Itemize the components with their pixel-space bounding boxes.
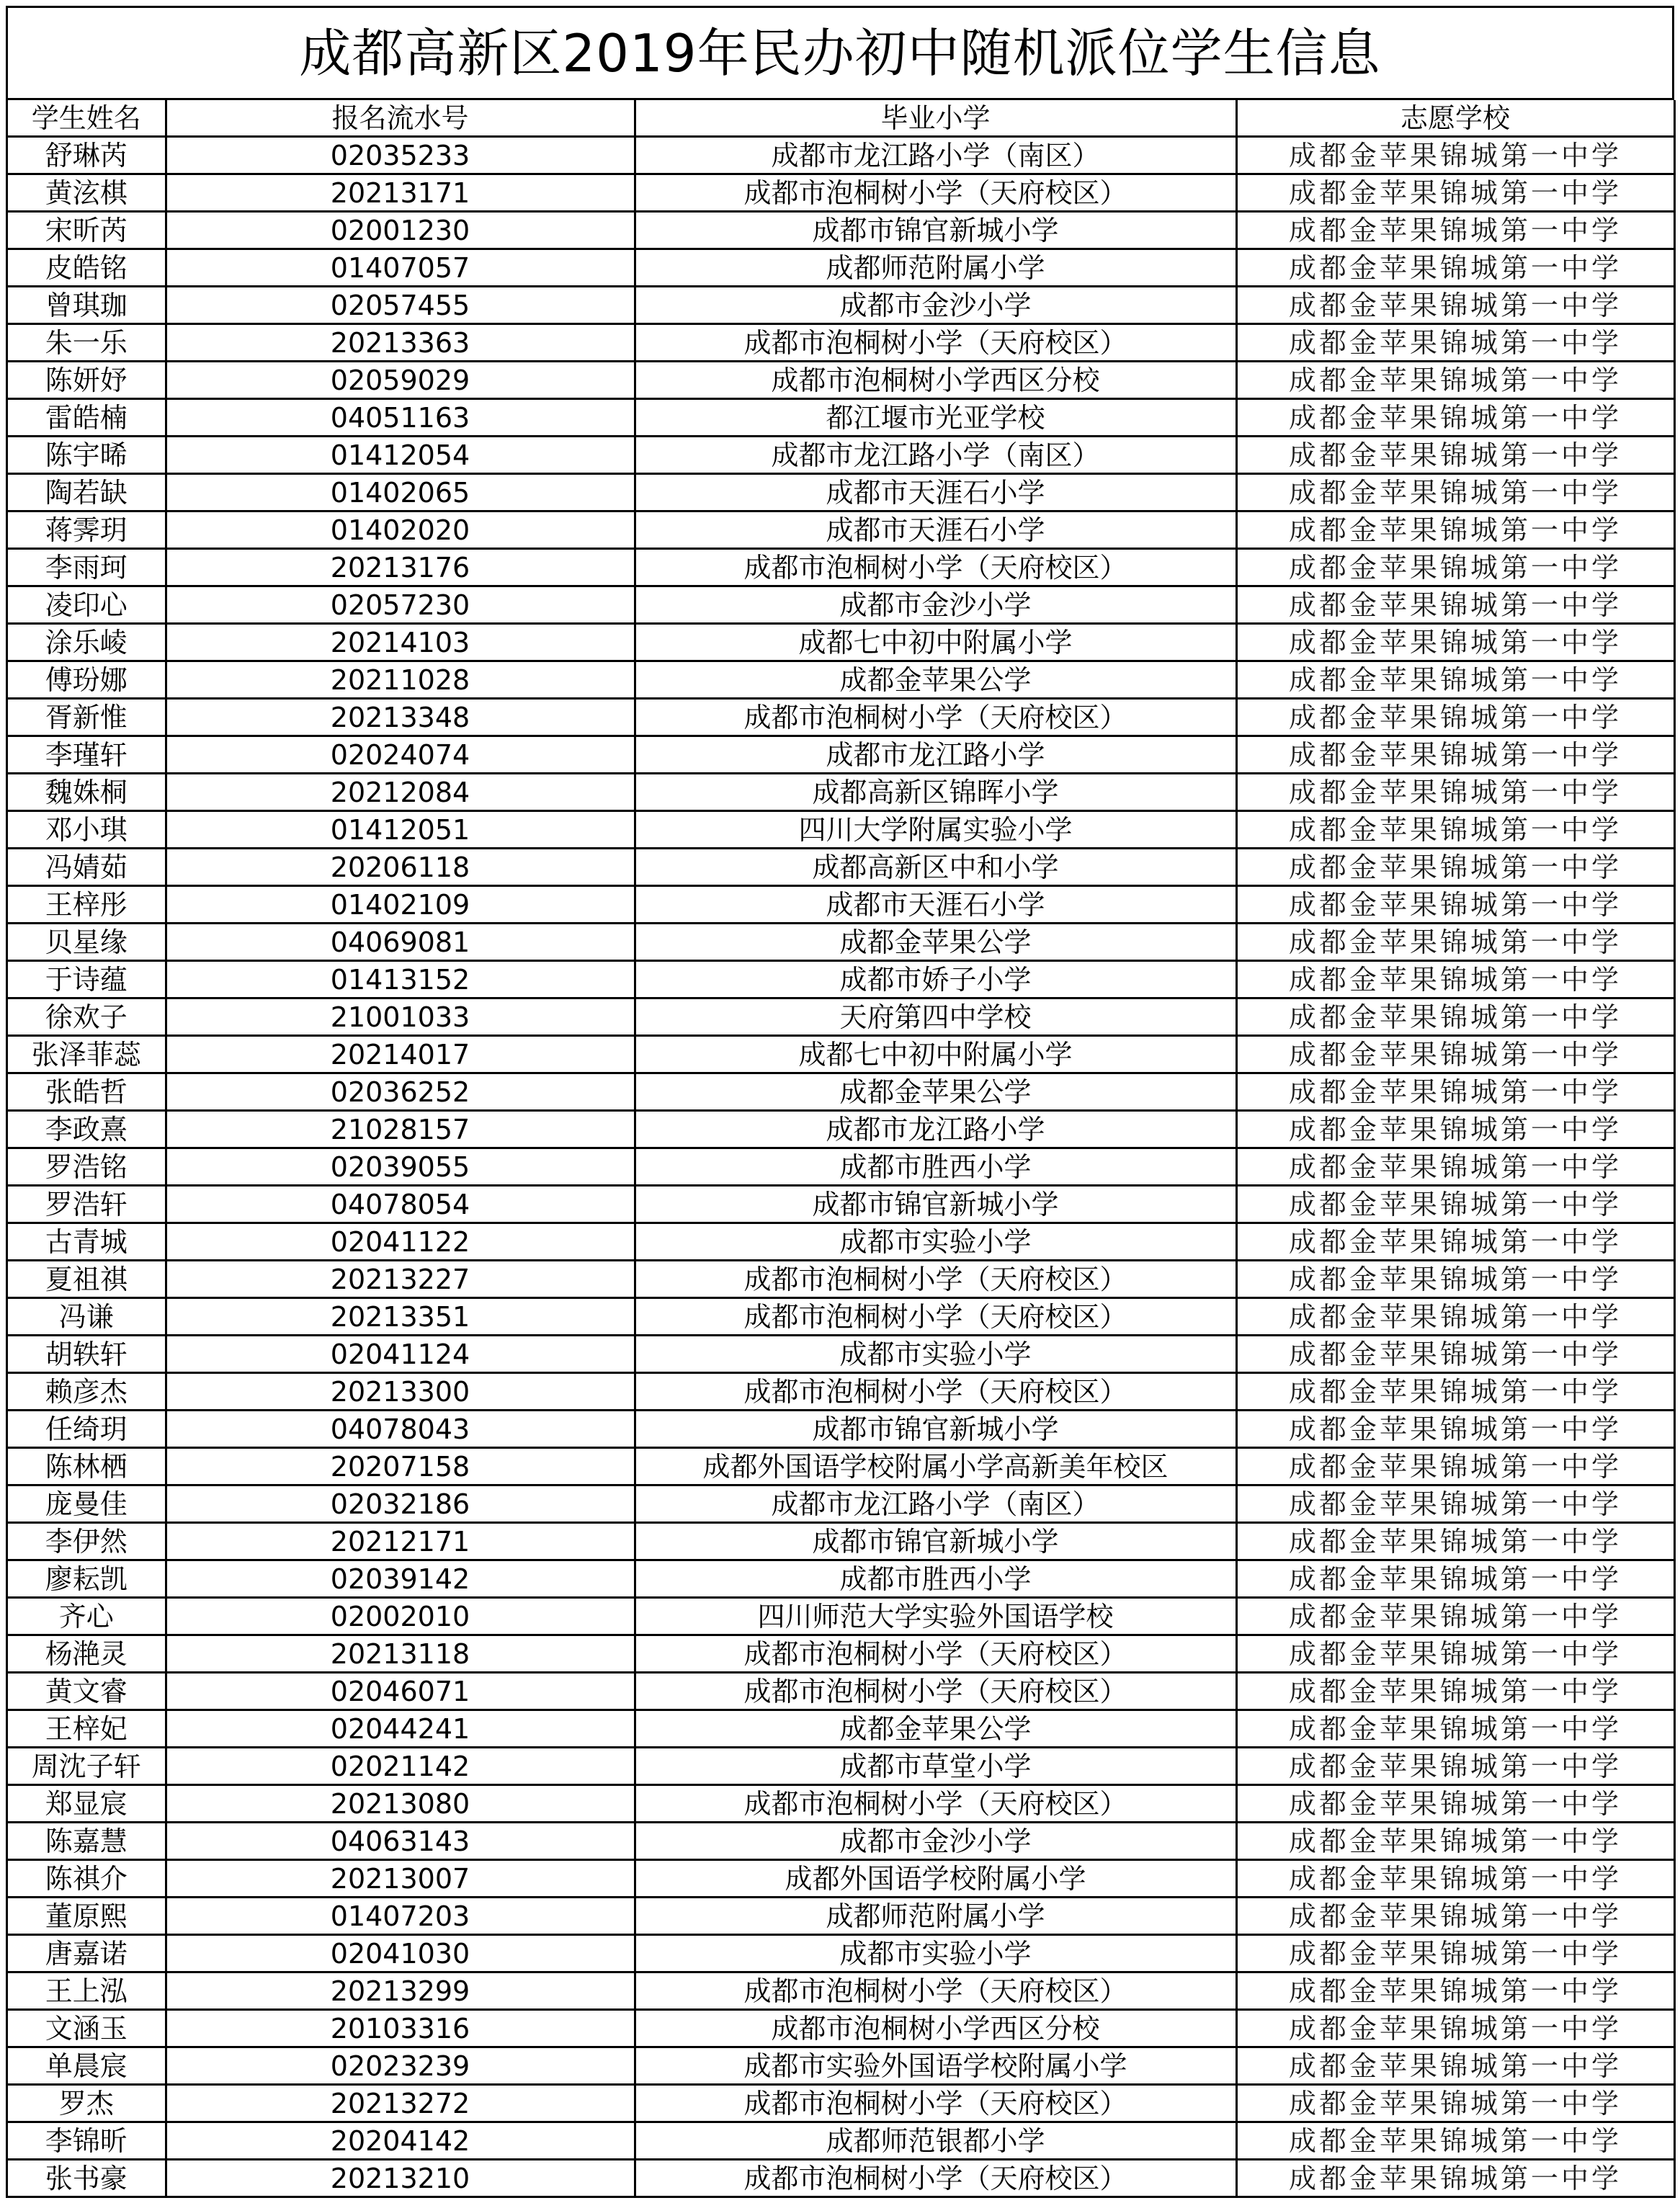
student-name-cell: 李政熹	[8, 1111, 166, 1148]
table-row	[8, 1560, 1674, 1598]
registration-number-cell: 02039142	[166, 1560, 635, 1598]
registration-number-cell: 20213118	[166, 1635, 635, 1673]
target-school-cell: 成都金苹果锦城第一中学	[1236, 1898, 1674, 1935]
target-school-cell: 成都金苹果锦城第一中学	[1236, 1972, 1674, 2010]
registration-number-cell: 20204142	[166, 2122, 635, 2160]
header-row	[8, 100, 1674, 137]
student-name-cell: 廖耘凯	[8, 1560, 166, 1598]
student-name-cell: 邓小琪	[8, 811, 166, 849]
target-school-cell: 成都金苹果锦城第一中学	[1236, 399, 1674, 437]
primary-school-cell: 成都七中初中附属小学	[635, 624, 1236, 661]
primary-school-cell: 成都市龙江路小学（南区）	[635, 137, 1236, 174]
student-name-cell: 单晨宸	[8, 2047, 166, 2085]
target-school-cell: 成都金苹果锦城第一中学	[1236, 2160, 1674, 2197]
target-school-cell: 成都金苹果锦城第一中学	[1236, 2122, 1674, 2160]
primary-school-cell: 成都市锦官新城小学	[635, 1523, 1236, 1560]
student-name-cell: 冯婧茹	[8, 849, 166, 886]
target-school-cell: 成都金苹果锦城第一中学	[1236, 1485, 1674, 1523]
primary-school-cell: 天府第四中学校	[635, 998, 1236, 1036]
registration-number-cell: 02001230	[166, 212, 635, 249]
table-row	[8, 2160, 1674, 2197]
registration-number-cell: 04069081	[166, 924, 635, 961]
registration-number-cell: 20212084	[166, 774, 635, 811]
table-row	[8, 699, 1674, 736]
registration-number-cell: 20213299	[166, 1972, 635, 2010]
student-name-cell: 冯谦	[8, 1298, 166, 1336]
student-name-cell: 徐欢子	[8, 998, 166, 1036]
column-header-school: 毕业小学	[635, 100, 1236, 137]
primary-school-cell: 成都市泡桐树小学（天府校区）	[635, 1298, 1236, 1336]
primary-school-cell: 成都市实验小学	[635, 1223, 1236, 1261]
primary-school-cell: 成都市泡桐树小学（天府校区）	[635, 2160, 1236, 2197]
table-row	[8, 474, 1674, 511]
registration-number-cell: 02023239	[166, 2047, 635, 2085]
table-row	[8, 1785, 1674, 1823]
primary-school-cell: 成都金苹果公学	[635, 1073, 1236, 1111]
primary-school-cell: 成都市草堂小学	[635, 1748, 1236, 1785]
table-row	[8, 2085, 1674, 2122]
table-row	[8, 1223, 1674, 1261]
table-row	[8, 1935, 1674, 1972]
student-name-cell: 凌印心	[8, 586, 166, 624]
target-school-cell: 成都金苹果锦城第一中学	[1236, 212, 1674, 249]
target-school-cell: 成都金苹果锦城第一中学	[1236, 699, 1674, 736]
primary-school-cell: 成都市天涯石小学	[635, 474, 1236, 511]
primary-school-cell: 成都市泡桐树小学西区分校	[635, 2010, 1236, 2047]
table-row	[8, 511, 1674, 549]
primary-school-cell: 四川师范大学实验外国语学校	[635, 1598, 1236, 1635]
primary-school-cell: 成都市胜西小学	[635, 1560, 1236, 1598]
table-row	[8, 2010, 1674, 2047]
primary-school-cell: 成都高新区中和小学	[635, 849, 1236, 886]
primary-school-cell: 成都市龙江路小学（南区）	[635, 437, 1236, 474]
student-name-cell: 周沈子轩	[8, 1748, 166, 1785]
table-row	[8, 1635, 1674, 1673]
registration-number-cell: 20213227	[166, 1261, 635, 1298]
column-header-id: 报名流水号	[166, 100, 635, 137]
target-school-cell: 成都金苹果锦城第一中学	[1236, 1073, 1674, 1111]
target-school-cell: 成都金苹果锦城第一中学	[1236, 1411, 1674, 1448]
student-name-cell: 罗杰	[8, 2085, 166, 2122]
primary-school-cell: 成都市金沙小学	[635, 586, 1236, 624]
primary-school-cell: 成都市泡桐树小学（天府校区）	[635, 1373, 1236, 1411]
primary-school-cell: 成都市实验小学	[635, 1336, 1236, 1373]
registration-number-cell: 02044241	[166, 1710, 635, 1748]
student-name-cell: 黄泫棋	[8, 174, 166, 212]
primary-school-cell: 成都市龙江路小学（南区）	[635, 1485, 1236, 1523]
table-row	[8, 1336, 1674, 1373]
target-school-cell: 成都金苹果锦城第一中学	[1236, 849, 1674, 886]
registration-number-cell: 04078054	[166, 1186, 635, 1223]
student-name-cell: 皮皓铭	[8, 249, 166, 287]
primary-school-cell: 成都市龙江路小学	[635, 736, 1236, 774]
primary-school-cell: 成都市天涯石小学	[635, 511, 1236, 549]
student-name-cell: 王梓妃	[8, 1710, 166, 1748]
target-school-cell: 成都金苹果锦城第一中学	[1236, 1523, 1674, 1560]
primary-school-cell: 成都市金沙小学	[635, 287, 1236, 324]
student-name-cell: 古青城	[8, 1223, 166, 1261]
target-school-cell: 成都金苹果锦城第一中学	[1236, 1935, 1674, 1972]
registration-number-cell: 02041030	[166, 1935, 635, 1972]
registration-number-cell: 20213300	[166, 1373, 635, 1411]
spreadsheet	[6, 6, 1674, 2198]
student-name-cell: 李雨珂	[8, 549, 166, 586]
registration-number-cell: 02041124	[166, 1336, 635, 1373]
registration-number-cell: 02059029	[166, 362, 635, 399]
registration-number-cell: 02002010	[166, 1598, 635, 1635]
registration-number-cell: 01407203	[166, 1898, 635, 1935]
student-name-cell: 舒琳芮	[8, 137, 166, 174]
student-name-cell: 李锦昕	[8, 2122, 166, 2160]
table-row	[8, 586, 1674, 624]
registration-number-cell: 21028157	[166, 1111, 635, 1148]
registration-number-cell: 20212171	[166, 1523, 635, 1560]
table-row	[8, 362, 1674, 399]
target-school-cell: 成都金苹果锦城第一中学	[1236, 1673, 1674, 1710]
student-name-cell: 曾琪珈	[8, 287, 166, 324]
registration-number-cell: 21001033	[166, 998, 635, 1036]
target-school-cell: 成都金苹果锦城第一中学	[1236, 624, 1674, 661]
target-school-cell: 成都金苹果锦城第一中学	[1236, 736, 1674, 774]
student-name-cell: 魏姝桐	[8, 774, 166, 811]
student-name-cell: 蒋霁玥	[8, 511, 166, 549]
student-name-cell: 李伊然	[8, 1523, 166, 1560]
table-row	[8, 1523, 1674, 1560]
student-name-cell: 郑显宸	[8, 1785, 166, 1823]
target-school-cell: 成都金苹果锦城第一中学	[1236, 1036, 1674, 1073]
student-name-cell: 夏祖祺	[8, 1261, 166, 1298]
target-school-cell: 成都金苹果锦城第一中学	[1236, 1373, 1674, 1411]
table-row	[8, 1148, 1674, 1186]
table-row	[8, 1036, 1674, 1073]
registration-number-cell: 01412051	[166, 811, 635, 849]
student-name-cell: 宋昕芮	[8, 212, 166, 249]
primary-school-cell: 四川大学附属实验小学	[635, 811, 1236, 849]
target-school-cell: 成都金苹果锦城第一中学	[1236, 1148, 1674, 1186]
student-name-cell: 贝星缘	[8, 924, 166, 961]
primary-school-cell: 成都市泡桐树小学（天府校区）	[635, 1261, 1236, 1298]
table-row	[8, 1111, 1674, 1148]
target-school-cell: 成都金苹果锦城第一中学	[1236, 437, 1674, 474]
primary-school-cell: 成都金苹果公学	[635, 661, 1236, 699]
student-name-cell: 张泽菲蕊	[8, 1036, 166, 1073]
student-name-cell: 杨滟灵	[8, 1635, 166, 1673]
table-row	[8, 774, 1674, 811]
target-school-cell: 成都金苹果锦城第一中学	[1236, 1186, 1674, 1223]
registration-number-cell: 02032186	[166, 1485, 635, 1523]
registration-number-cell: 04078043	[166, 1411, 635, 1448]
primary-school-cell: 成都市泡桐树小学（天府校区）	[635, 324, 1236, 362]
student-name-cell: 于诗蕴	[8, 961, 166, 998]
primary-school-cell: 成都师范附属小学	[635, 249, 1236, 287]
registration-number-cell: 20213171	[166, 174, 635, 212]
target-school-cell: 成都金苹果锦城第一中学	[1236, 1635, 1674, 1673]
registration-number-cell: 01402020	[166, 511, 635, 549]
registration-number-cell: 01402065	[166, 474, 635, 511]
student-name-cell: 陈林栖	[8, 1448, 166, 1485]
primary-school-cell: 成都市天涯石小学	[635, 886, 1236, 924]
target-school-cell: 成都金苹果锦城第一中学	[1236, 1748, 1674, 1785]
table-row	[8, 661, 1674, 699]
table-row	[8, 1073, 1674, 1111]
table-row	[8, 1710, 1674, 1748]
student-name-cell: 傅玢娜	[8, 661, 166, 699]
registration-number-cell: 02039055	[166, 1148, 635, 1186]
primary-school-cell: 成都市泡桐树小学（天府校区）	[635, 2085, 1236, 2122]
target-school-cell: 成都金苹果锦城第一中学	[1236, 1261, 1674, 1298]
target-school-cell: 成都金苹果锦城第一中学	[1236, 924, 1674, 961]
primary-school-cell: 成都高新区锦晖小学	[635, 774, 1236, 811]
student-name-cell: 张皓哲	[8, 1073, 166, 1111]
registration-number-cell: 20206118	[166, 849, 635, 886]
primary-school-cell: 成都市泡桐树小学（天府校区）	[635, 549, 1236, 586]
target-school-cell: 成都金苹果锦城第一中学	[1236, 1710, 1674, 1748]
target-school-cell: 成都金苹果锦城第一中学	[1236, 1298, 1674, 1336]
table-row	[8, 1373, 1674, 1411]
student-name-cell: 董原熙	[8, 1898, 166, 1935]
registration-number-cell: 20214017	[166, 1036, 635, 1073]
target-school-cell: 成都金苹果锦城第一中学	[1236, 324, 1674, 362]
table-row	[8, 549, 1674, 586]
page-title: 成都高新区2019年民办初中随机派位学生信息	[8, 8, 1674, 100]
registration-number-cell: 20213348	[166, 699, 635, 736]
student-name-cell: 陈嘉慧	[8, 1823, 166, 1860]
primary-school-cell: 成都市锦官新城小学	[635, 1186, 1236, 1223]
student-name-cell: 陶若缺	[8, 474, 166, 511]
table-row	[8, 2047, 1674, 2085]
table-row	[8, 886, 1674, 924]
student-name-cell: 王上泓	[8, 1972, 166, 2010]
table-row	[8, 998, 1674, 1036]
table-row	[8, 1972, 1674, 2010]
student-name-cell: 文涵玉	[8, 2010, 166, 2047]
primary-school-cell: 成都市娇子小学	[635, 961, 1236, 998]
primary-school-cell: 成都市龙江路小学	[635, 1111, 1236, 1148]
registration-number-cell: 20213363	[166, 324, 635, 362]
registration-number-cell: 02036252	[166, 1073, 635, 1111]
registration-number-cell: 20213351	[166, 1298, 635, 1336]
table-row	[8, 437, 1674, 474]
column-header-target: 志愿学校	[1236, 100, 1674, 137]
table-row	[8, 1823, 1674, 1860]
target-school-cell: 成都金苹果锦城第一中学	[1236, 174, 1674, 212]
target-school-cell: 成都金苹果锦城第一中学	[1236, 549, 1674, 586]
table-row	[8, 399, 1674, 437]
student-name-cell: 陈妍妤	[8, 362, 166, 399]
student-name-cell: 胡轶轩	[8, 1336, 166, 1373]
registration-number-cell: 01402109	[166, 886, 635, 924]
table-row	[8, 1598, 1674, 1635]
target-school-cell: 成都金苹果锦城第一中学	[1236, 287, 1674, 324]
registration-number-cell: 02046071	[166, 1673, 635, 1710]
primary-school-cell: 成都金苹果公学	[635, 1710, 1236, 1748]
target-school-cell: 成都金苹果锦城第一中学	[1236, 1560, 1674, 1598]
student-name-cell: 唐嘉诺	[8, 1935, 166, 1972]
target-school-cell: 成都金苹果锦城第一中学	[1236, 586, 1674, 624]
primary-school-cell: 成都市泡桐树小学（天府校区）	[635, 1635, 1236, 1673]
target-school-cell: 成都金苹果锦城第一中学	[1236, 1823, 1674, 1860]
registration-number-cell: 20211028	[166, 661, 635, 699]
primary-school-cell: 成都市实验小学	[635, 1935, 1236, 1972]
table-row	[8, 2122, 1674, 2160]
target-school-cell: 成都金苹果锦城第一中学	[1236, 1336, 1674, 1373]
target-school-cell: 成都金苹果锦城第一中学	[1236, 2085, 1674, 2122]
table-row	[8, 736, 1674, 774]
registration-number-cell: 02057455	[166, 287, 635, 324]
student-name-cell: 任绮玥	[8, 1411, 166, 1448]
student-name-cell: 朱一乐	[8, 324, 166, 362]
student-name-cell: 涂乐崚	[8, 624, 166, 661]
target-school-cell: 成都金苹果锦城第一中学	[1236, 886, 1674, 924]
table-row	[8, 1673, 1674, 1710]
table-row	[8, 961, 1674, 998]
student-name-cell: 王梓彤	[8, 886, 166, 924]
target-school-cell: 成都金苹果锦城第一中学	[1236, 1223, 1674, 1261]
target-school-cell: 成都金苹果锦城第一中学	[1236, 774, 1674, 811]
registration-number-cell: 01412054	[166, 437, 635, 474]
primary-school-cell: 成都市泡桐树小学（天府校区）	[635, 1785, 1236, 1823]
table-row	[8, 1186, 1674, 1223]
target-school-cell: 成都金苹果锦城第一中学	[1236, 137, 1674, 174]
registration-number-cell: 01407057	[166, 249, 635, 287]
target-school-cell: 成都金苹果锦城第一中学	[1236, 1598, 1674, 1635]
primary-school-cell: 成都市胜西小学	[635, 1148, 1236, 1186]
table-row	[8, 1485, 1674, 1523]
target-school-cell: 成都金苹果锦城第一中学	[1236, 2047, 1674, 2085]
student-name-cell: 赖彦杰	[8, 1373, 166, 1411]
primary-school-cell: 成都市泡桐树小学（天府校区）	[635, 174, 1236, 212]
primary-school-cell: 成都外国语学校附属小学	[635, 1860, 1236, 1898]
table-row	[8, 811, 1674, 849]
target-school-cell: 成都金苹果锦城第一中学	[1236, 1860, 1674, 1898]
target-school-cell: 成都金苹果锦城第一中学	[1236, 362, 1674, 399]
table-row	[8, 624, 1674, 661]
registration-number-cell: 01413152	[166, 961, 635, 998]
primary-school-cell: 都江堰市光亚学校	[635, 399, 1236, 437]
table-row	[8, 174, 1674, 212]
table-body	[8, 137, 1674, 2197]
table-row	[8, 924, 1674, 961]
table-row	[8, 1298, 1674, 1336]
table-row	[8, 287, 1674, 324]
registration-number-cell: 02024074	[166, 736, 635, 774]
table-row	[8, 1748, 1674, 1785]
student-name-cell: 李瑾轩	[8, 736, 166, 774]
primary-school-cell: 成都市泡桐树小学（天府校区）	[635, 1673, 1236, 1710]
column-header-name: 学生姓名	[8, 100, 166, 137]
table-row	[8, 212, 1674, 249]
student-name-cell: 黄文睿	[8, 1673, 166, 1710]
primary-school-cell: 成都市泡桐树小学（天府校区）	[635, 1972, 1236, 2010]
table-row	[8, 249, 1674, 287]
registration-number-cell: 20207158	[166, 1448, 635, 1485]
primary-school-cell: 成都师范附属小学	[635, 1898, 1236, 1935]
student-name-cell: 雷皓楠	[8, 399, 166, 437]
student-name-cell: 张书豪	[8, 2160, 166, 2197]
primary-school-cell: 成都市泡桐树小学西区分校	[635, 362, 1236, 399]
registration-number-cell: 20213080	[166, 1785, 635, 1823]
registration-number-cell: 20213210	[166, 2160, 635, 2197]
student-table	[8, 100, 1676, 2198]
table-row	[8, 1261, 1674, 1298]
student-name-cell: 罗浩轩	[8, 1186, 166, 1223]
student-name-cell: 齐心	[8, 1598, 166, 1635]
primary-school-cell: 成都市锦官新城小学	[635, 1411, 1236, 1448]
target-school-cell: 成都金苹果锦城第一中学	[1236, 474, 1674, 511]
primary-school-cell: 成都金苹果公学	[635, 924, 1236, 961]
primary-school-cell: 成都市金沙小学	[635, 1823, 1236, 1860]
target-school-cell: 成都金苹果锦城第一中学	[1236, 511, 1674, 549]
target-school-cell: 成都金苹果锦城第一中学	[1236, 961, 1674, 998]
table-row	[8, 324, 1674, 362]
target-school-cell: 成都金苹果锦城第一中学	[1236, 249, 1674, 287]
table-row	[8, 137, 1674, 174]
table-row	[8, 1411, 1674, 1448]
table-row	[8, 1448, 1674, 1485]
primary-school-cell: 成都市锦官新城小学	[635, 212, 1236, 249]
registration-number-cell: 02057230	[166, 586, 635, 624]
registration-number-cell: 20213176	[166, 549, 635, 586]
registration-number-cell: 20103316	[166, 2010, 635, 2047]
table-row	[8, 1860, 1674, 1898]
target-school-cell: 成都金苹果锦城第一中学	[1236, 1785, 1674, 1823]
target-school-cell: 成都金苹果锦城第一中学	[1236, 661, 1674, 699]
primary-school-cell: 成都师范银都小学	[635, 2122, 1236, 2160]
registration-number-cell: 02035233	[166, 137, 635, 174]
student-name-cell: 胥新惟	[8, 699, 166, 736]
target-school-cell: 成都金苹果锦城第一中学	[1236, 2010, 1674, 2047]
student-name-cell: 陈宇晞	[8, 437, 166, 474]
primary-school-cell: 成都市实验外国语学校附属小学	[635, 2047, 1236, 2085]
student-name-cell: 陈祺介	[8, 1860, 166, 1898]
target-school-cell: 成都金苹果锦城第一中学	[1236, 998, 1674, 1036]
registration-number-cell: 20214103	[166, 624, 635, 661]
target-school-cell: 成都金苹果锦城第一中学	[1236, 1448, 1674, 1485]
table-row	[8, 1898, 1674, 1935]
target-school-cell: 成都金苹果锦城第一中学	[1236, 1111, 1674, 1148]
registration-number-cell: 02041122	[166, 1223, 635, 1261]
registration-number-cell: 20213007	[166, 1860, 635, 1898]
student-name-cell: 罗浩铭	[8, 1148, 166, 1186]
registration-number-cell: 02021142	[166, 1748, 635, 1785]
student-name-cell: 庞曼佳	[8, 1485, 166, 1523]
primary-school-cell: 成都外国语学校附属小学高新美年校区	[635, 1448, 1236, 1485]
table-row	[8, 849, 1674, 886]
primary-school-cell: 成都市泡桐树小学（天府校区）	[635, 699, 1236, 736]
registration-number-cell: 04051163	[166, 399, 635, 437]
target-school-cell: 成都金苹果锦城第一中学	[1236, 811, 1674, 849]
registration-number-cell: 20213272	[166, 2085, 635, 2122]
registration-number-cell: 04063143	[166, 1823, 635, 1860]
primary-school-cell: 成都七中初中附属小学	[635, 1036, 1236, 1073]
